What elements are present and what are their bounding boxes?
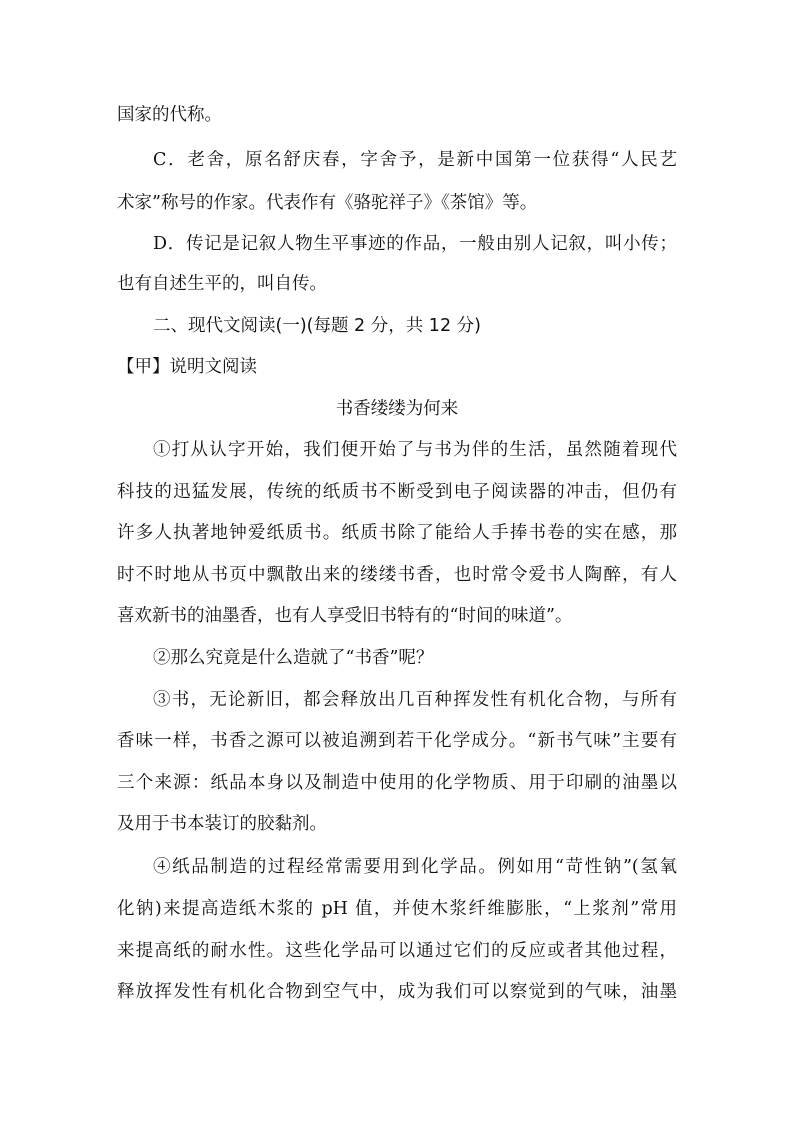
- subsection-heading: 【甲】说明文阅读: [117, 357, 257, 377]
- section-heading: 二、现代文阅读(一)(每题 2 分，共 12 分): [153, 316, 481, 336]
- paragraph-1-line-5: 喜欢新书的油墨香，也有人享受旧书特有的“时间的味道”。: [117, 606, 573, 626]
- paragraph-3-line-3: 三个来源：纸品本身以及制造中使用的化学物质、用于印刷的油墨以: [117, 773, 677, 793]
- option-c-line-2: 术家”称号的作家。代表作有《骆驼祥子》《茶馆》等。: [117, 193, 538, 213]
- paragraph-1-line-4: 时不时地从书页中飘散出来的缕缕书香，也时常令爱书人陶醉，有人: [117, 565, 677, 585]
- paragraph-1-line-2: 科技的迅猛发展，传统的纸质书不断受到电子阅读器的冲击，但仍有: [117, 482, 677, 502]
- option-d-line-2: 也有自述生平的，叫自传。: [117, 274, 327, 294]
- option-d-line-1: D．传记是记叙人物生平事迹的作品，一般由别人记叙，叫小传；: [153, 234, 677, 254]
- paragraph-3-line-1: ③书，无论新旧，都会释放出几百种挥发性有机化合物，与所有: [153, 690, 677, 710]
- paragraph-2: ②那么究竟是什么造就了“书香”呢？: [153, 648, 434, 668]
- paragraph-1-line-1: ①打从认字开始，我们便开始了与书为伴的生活，虽然随着现代: [153, 440, 677, 460]
- paragraph-3-line-4: 及用于书本装订的胶黏剂。: [117, 814, 327, 834]
- paragraph-4-line-4: 释放挥发性有机化合物到空气中，成为我们可以察觉到的气味，油墨: [117, 982, 677, 1002]
- paragraph-4-line-1: ④纸品制造的过程经常需要用到化学品。例如用“苛性钠”(氢氧: [153, 857, 677, 877]
- article-title: 书香缕缕为何来: [335, 399, 459, 419]
- option-c-line-1: C．老舍，原名舒庆春，字舍予，是新中国第一位获得“人民艺: [153, 150, 677, 170]
- paragraph-1-line-3: 许多人执著地钟爱纸质书。纸质书除了能给人手捧书卷的实在感，那: [117, 523, 677, 543]
- text-line-prev-option-end: 国家的代称。: [117, 105, 222, 125]
- paragraph-4-line-3: 来提高纸的耐水性。这些化学品可以通过它们的反应或者其他过程，: [117, 941, 677, 961]
- paragraph-4-line-2: 化钠)来提高造纸木浆的 pH 值，并使木浆纤维膨胀，“上浆剂”常用: [117, 899, 677, 919]
- paragraph-3-line-2: 香味一样，书香之源可以被追溯到若干化学成分。“新书气味”主要有: [117, 731, 677, 751]
